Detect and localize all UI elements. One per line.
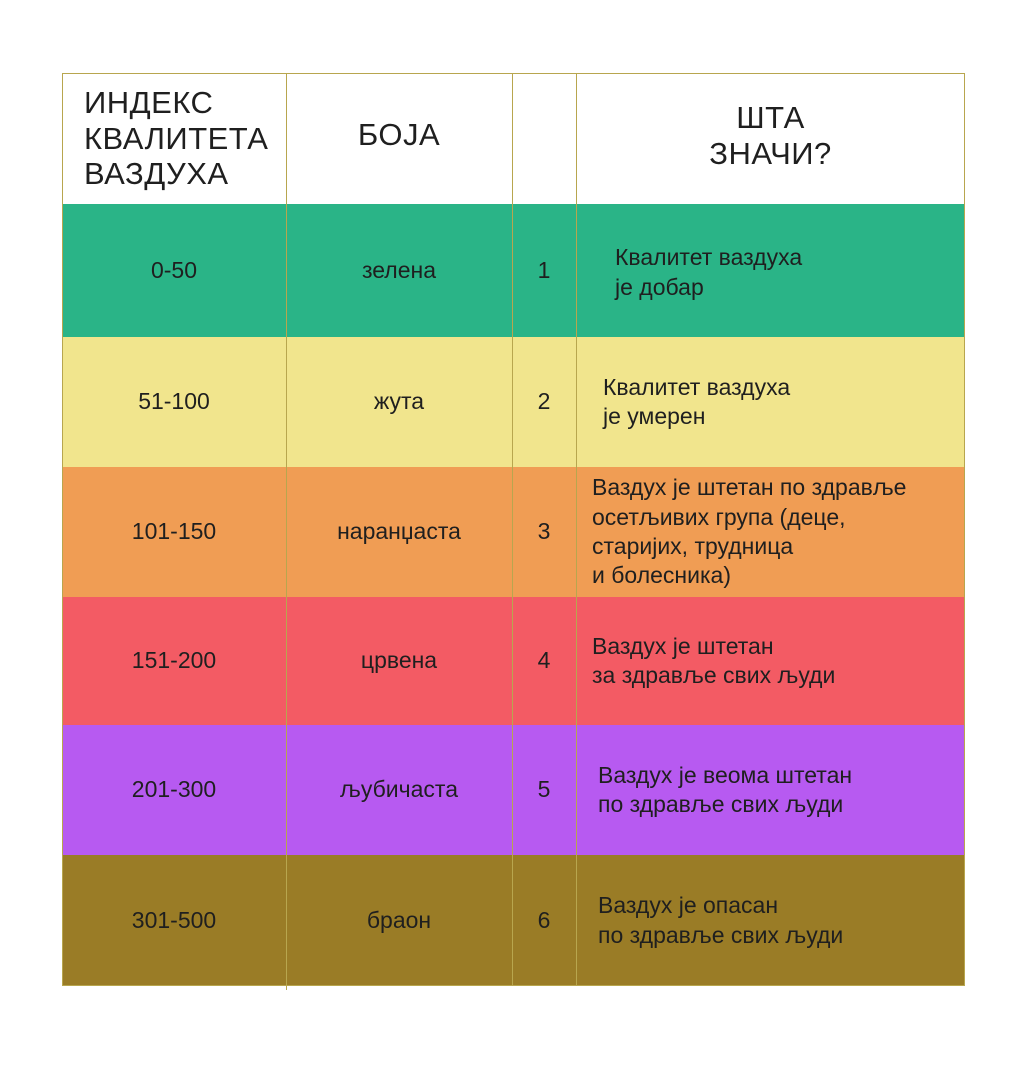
meaning-cell (576, 204, 965, 337)
number-value: 4 (537, 647, 551, 674)
color-name-value: жута (373, 388, 425, 415)
meaning-cell (576, 337, 965, 467)
number-value: 3 (537, 518, 551, 545)
number-cell (512, 725, 576, 855)
meaning-cell (576, 725, 965, 855)
table-row-red (62, 597, 965, 725)
header-index-quality (62, 73, 286, 204)
range-value: 151-200 (131, 647, 217, 674)
range-value: 0-50 (150, 256, 198, 283)
air-quality-table (62, 73, 965, 986)
color-name-value: наранџаста (337, 518, 461, 545)
header-number (512, 73, 576, 204)
range-cell (62, 204, 286, 337)
meaning-cell (576, 855, 965, 986)
number-value: 5 (537, 776, 551, 803)
number-cell (512, 597, 576, 725)
range-cell (62, 467, 286, 597)
color-name-cell (286, 725, 512, 855)
meaning-text (615, 243, 965, 302)
table-row-yellow (62, 337, 965, 467)
meaning-line: Квалитет ваздуха (615, 244, 803, 271)
color-name-cell (286, 597, 512, 725)
header-color (286, 73, 512, 204)
color-name-cell (286, 855, 512, 986)
meaning-line: старијих, трудница (592, 533, 794, 559)
range-cell (62, 725, 286, 855)
meaning-line: Ваздух је опасан (598, 892, 779, 919)
meaning-line: Ваздух је штетан по здравље (592, 474, 907, 501)
range-cell (62, 597, 286, 725)
color-name-cell (286, 467, 512, 597)
meaning-line: по здравље свих људи (598, 921, 844, 948)
header-meaning (576, 73, 965, 204)
color-name-value: црвена (360, 647, 438, 674)
meaning-line: и болесника) (592, 562, 731, 589)
number-cell (512, 337, 576, 467)
number-cell (512, 204, 576, 337)
meaning-line: је добар (615, 273, 704, 300)
meaning-line: Ваздух је веома штетан (598, 761, 853, 788)
table-row-purple (62, 725, 965, 855)
color-name-cell (286, 337, 512, 467)
meaning-text (592, 632, 942, 691)
color-name-value: зелена (361, 256, 437, 283)
header-index-line-3: ВАЗДУХА (84, 156, 229, 192)
meaning-line: осетљивих група (деце, (592, 503, 846, 530)
meaning-text (603, 373, 953, 432)
meaning-text (598, 761, 948, 820)
meaning-text (592, 473, 942, 591)
header-index-line-2: КВАЛИТЕТА (84, 120, 269, 156)
range-value: 301-500 (131, 906, 217, 933)
range-value: 101-150 (131, 518, 217, 545)
table-header-row (62, 73, 965, 204)
number-cell (512, 855, 576, 986)
meaning-line: Ваздух је штетан (592, 632, 774, 659)
header-meaning-line-2: ЗНАЧИ? (709, 135, 832, 171)
range-cell (62, 855, 286, 986)
header-meaning-line-1: ШТА (736, 100, 805, 135)
meaning-text (598, 891, 948, 950)
range-value: 51-100 (138, 388, 210, 415)
meaning-cell (576, 467, 965, 597)
color-name-cell (286, 204, 512, 337)
meaning-cell (576, 597, 965, 725)
number-cell (512, 467, 576, 597)
meaning-line: је умерен (603, 403, 706, 429)
color-name-value: љубичаста (340, 776, 458, 803)
meaning-line: за здравље свих људи (592, 662, 836, 688)
range-cell (62, 337, 286, 467)
meaning-line: по здравље свих људи (598, 791, 844, 817)
color-name-value: браон (366, 906, 432, 933)
meaning-line: Квалитет ваздуха (603, 373, 791, 400)
table-row-orange (62, 467, 965, 597)
number-value: 1 (537, 256, 551, 283)
number-value: 6 (537, 906, 551, 933)
table-row-green (62, 204, 965, 337)
range-value: 201-300 (131, 776, 217, 803)
number-value: 2 (537, 388, 551, 415)
header-color-label: БОЈА (357, 117, 441, 152)
table-row-brown (62, 855, 965, 986)
header-index-line-1: ИНДЕКС (84, 85, 214, 120)
